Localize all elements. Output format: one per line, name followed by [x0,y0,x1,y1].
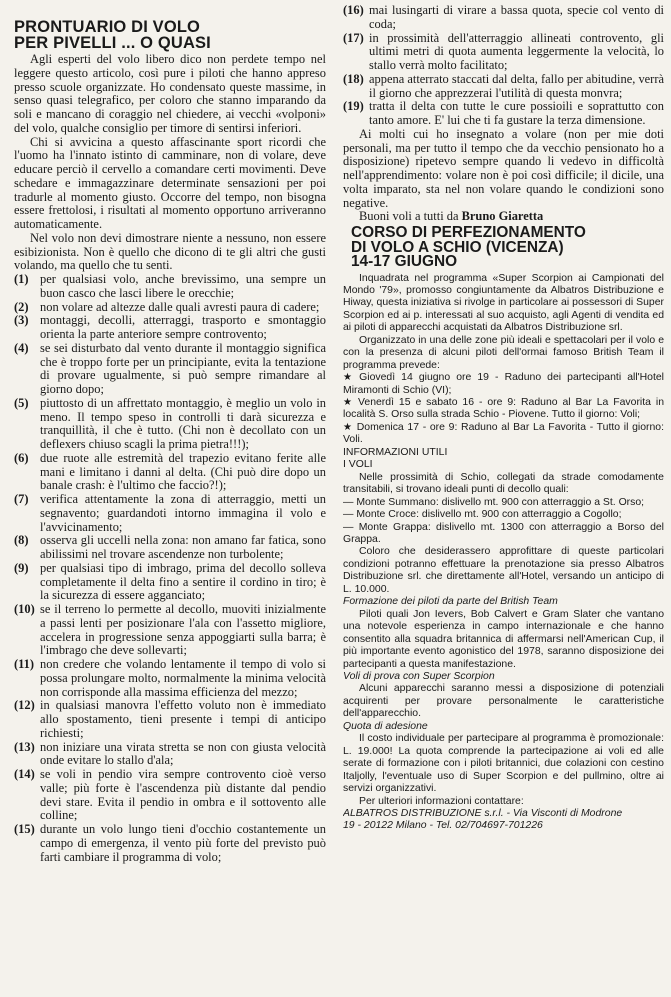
rule-number: (4) [14,340,29,355]
formazione-heading: Formazione dei piloti da parte del British Team [343,596,558,608]
star-icon: ★ [343,421,353,433]
rule-number: (18) [343,71,364,86]
rule-number: (9) [14,560,29,575]
left-column [14,20,326,864]
rule-item [14,658,326,699]
intro-paragraph: Agli esperti del volo libero dico non perdete tempo nel leggere questo articolo, così pure i piloti che hanno appreso presso scuole organizzate. Ho condensato queste massime, in senso quasi telegrafico, per coloro che stanno imparando da soli e mancano di coraggio nel chiedere, ai vecchi «volponi» del volo, qualche consiglio per timore di sentirsi inferiori. [14,52,326,135]
rule-text: non iniziare una virata stretta se non con giusta velocità onde evitare lo stallo d'ala; [40,739,326,768]
rule-item [14,562,326,603]
rule-text: due ruote alle estremità del trapezio evitano ferite alle mani e limitano i danni al delta. (Chi può dire dopo un banale crash: è l'ultimo che faccio?!); [40,450,326,493]
corso-title-line3: 14-17 GIUGNO [351,253,458,270]
corso-paragraph-1: Inquadrata nel programma «Super Scorpion ai Campionati del Mondo '79», promosso congiuntamente da Albatros Distribuzione e Hiway, questa iniziativa si rivolge in particolare ai possessori di Super Scorpion ed ai p. interessati al suo acquisto, agli Agenti di vendita ed ai piloti di apparecchi acquistati da Albatros Distribuzione srl. [343,272,664,334]
paragraph-2: Chi si avvicina a questo affascinante sport ricordi che l'uomo ha l'innato istinto di camminare, non di volare, deve educare perciò il cervello a comandare certi movimenti. Deve schedare e immagazzinare determinate sensazioni per poi tradurle al momento giusto. Occorre del tempo, non bisogna essere frettolosi, i risultati al momento opportuno arriveranno automaticamente. [14,134,326,231]
voli-prova-text: Alcuni apparecchi saranno messi a disposizione di potenziali acquirenti per provare personalmente le caratteristiche dell'apparecchio. [343,683,664,720]
rule-item [14,314,326,342]
rule-number: (12) [14,698,35,713]
rule-text: per qualsiasi volo, anche brevissimo, una sempre un buon casco che lasci libere le orecchie; [40,272,326,300]
contact-line-2: 19 - 20122 Milano - Tel. 02/704697-701226 [343,820,543,832]
quota-text: Il costo individuale per partecipare al programma è promozionale: L. 19.000! La quota comprende la partecipazione ai voli ed alle serate di formazione con i piloti britannici, due colazioni con cestino Italjolly, l'eventuale uso di Super Scorpion e del pullmino, oltre ai servizi organizzativi. [343,733,664,795]
rule-item [14,768,326,823]
contact-intro: Per ulteriori informazioni contattare: [359,795,524,807]
rules-list-right [343,4,664,128]
rule-number: (2) [14,299,29,314]
star-icon: ★ [343,397,354,409]
greeting-line [343,210,664,224]
right-column [343,4,664,833]
schedule-list [343,372,664,447]
rule-number: (11) [14,657,35,671]
rules-list-left [14,273,326,864]
rule-number: (10) [14,602,35,616]
rule-text: durante un volo lungo tieni d'occhio costantemente un campo di emergenza, il vento più forte del previsto può farti cambiare il programma di volo; [40,822,326,864]
voli-text: Nelle prossimità di Schio, collegati da strade comodamente transitabili, si trovano ideali punti di decollo quali: [343,471,664,496]
rule-number: (13) [14,739,35,754]
rule-number: (3) [14,313,29,328]
corso-title-line2: DI VOLO A SCHIO (VICENZA) [351,238,564,256]
corso-body [343,273,664,833]
contact-line-1: ALBATROS DISTRIBUZIONE s.r.l. - Via Visconti di Modrone [343,807,623,819]
schedule-text: Giovedì 14 giugno ore 19 - Raduno dei partecipanti all'Hotel Miramonti di Schio (VI); [343,372,664,396]
rule-item [14,493,326,534]
rule-item [343,100,664,128]
rule-item [14,342,326,397]
rule-item [14,452,326,493]
info-heading: INFORMAZIONI UTILI [343,446,448,458]
corso-title [351,226,664,270]
rule-item [14,823,326,864]
rule-item [14,699,326,740]
schedule-item [343,372,664,397]
voli-prova-heading: Voli di prova con Super Scorpion [343,671,495,682]
place-item: — Monte Grappa: dislivello mt. 1300 con atterraggio a Borso del Grappa. [343,521,664,546]
rule-number: (19) [343,99,364,114]
rule-text: tratta il delta con tutte le cure possioili e soprattutto con tanto amore. E' lui che ti fa gustare la terza dimensione. [369,99,664,127]
greeting-text: Buoni voli a tutti da [359,209,459,224]
schedule-item [343,422,664,447]
article-title [14,20,326,51]
schedule-text: Domenica 17 - ore 9: Raduno al Bar La Favorita - Tutto il giorno: Voli. [343,421,664,446]
rule-item [343,4,664,32]
rule-text: piuttosto di un affrettato montaggio, è meglio un volo in meno. Il tempo speso in controlli ti darà sicurezza e tranquillità, il che è tutto. (Chi non è decollato con un deflexers chiuso scagli la prima pietra!!!); [40,395,326,451]
schedule-text: Venerdì 15 e sabato 16 - ore 9: Raduno al Bar La Favorita in località S. Orso sulla strada Schio - Piovene. Tutto il giorno: Voli; [343,397,664,421]
article-title-line2: PER PIVELLI ... O QUASI [14,33,211,52]
corso-title-line1: CORSO DI PERFEZIONAMENTO [351,224,586,241]
place-item: — Monte Summano: dislivello mt. 900 con atterraggio a St. Orso; [343,496,645,508]
rule-number: (1) [14,272,29,286]
rule-item [14,603,326,658]
voli-heading: I VOLI [343,459,373,471]
rule-item [14,534,326,562]
places-list [343,497,664,547]
rule-text: se voli in pendio vira sempre controvento cioè verso valle; più forte è l'ascendenza più distante dal pendio devi stare. Evita il pendio in ombra e il sottovento alle colline; [40,767,326,823]
rule-text: in qualsiasi manovra l'effetto voluto non è immediato allo spostamento, tieni presente i tempi di anticipo richiesti; [40,698,326,740]
booking-paragraph: Coloro che desiderassero approfittare di queste particolari condizioni potranno effettuare la prenotazione sia presso Albatros Distribuzione srl. che direttamente all'Hotel, versando un anticipo di L. 10.000. [343,546,664,595]
rule-number: (15) [14,822,35,836]
rule-text: non volare ad altezze dalle quali avresti paura di cadere; [40,299,320,314]
rule-number: (17) [343,30,364,45]
rule-item [343,32,664,73]
rule-number: (16) [343,4,364,17]
author-name: Bruno Giaretta [461,209,544,224]
formazione-text: Piloti quali Jon Ievers, Bob Calvert e Gram Slater che vantano una notevole esperienza in campo internazionale e che hanno consentito alla squadra britannica di affermarsi nell'American Cup, il più importante evento agonistico del 1978, saranno disposizione dei partecipanti a questa manifestazione. [343,608,664,670]
rule-text: se il terreno lo permette al decollo, muoviti inizialmente a passi lenti per posizionare l'ala con l'assetto migliore, accelera in progressione senza appoggiarti sulla barra; è l'imbrago che deve sollevarti; [40,602,326,658]
rule-number: (7) [14,492,29,506]
rule-number: (6) [14,450,29,465]
rule-text: mai lusingarti di virare a bassa quota, specie col vento di coda; [369,4,664,31]
rule-text: verifica attentamente la zona di atterraggio, metti un segnavento; guardandoti intorno immagina il volo e l'avvicinamento; [40,492,326,534]
rule-text: per qualsiasi tipo di imbrago, prima del decollo solleva completamente il delta fino a sentire il cordino in tiro; è la sicurezza di essere agganciato; [40,560,326,603]
rule-number: (14) [14,767,35,781]
rule-item [343,73,664,101]
rule-text: osserva gli uccelli nella zona: non amano far fatica, sono abilissimi nel trovare ascendenze non turbolente; [40,533,326,561]
rule-item [14,301,326,315]
paragraph-3: Nel volo non devi dimostrare niente a nessuno, non essere esibizionista. Non è quello che dicono di te gli altri che gusti volando, ma quello che tu senti. [14,230,326,273]
corso-paragraph-2: Organizzato in una delle zone più ideali e spettacolari per il volo e con la presenza di alcuni piloti dell'ormai famoso British Team il programma prevede: [343,334,664,371]
rule-text: in prossimità dell'atterraggio allineati controvento, gli ultimi metri di quota aumenta leggermente la velocità, lo stallo verrà molto facilitato; [369,30,664,72]
rule-number: (8) [14,533,29,548]
schedule-item [343,397,664,422]
rule-number: (5) [14,395,29,410]
rule-item [14,273,326,301]
quota-heading: Quota di adesione [343,720,428,732]
place-item: — Monte Croce: dislivello mt. 900 con atterraggio a Cogollo; [343,509,622,521]
rule-item [14,397,326,452]
rule-text: montaggi, decolli, atterraggi, trasporto e smontaggio orienta la parte anteriore sempre controvento; [40,313,326,341]
rule-text: appena atterrato staccati dal delta, fallo per abitudine, verrà il giorno che apprezzerai l'utilità di questa monvra; [369,71,664,100]
rule-text: non credere che volando lentamente il tempo di volo si possa prolungare molto, normalmente la minima velocità non corrisponde alla massima efficienza del mezzo; [40,657,326,699]
closing-paragraph: Ai molti cui ho insegnato a volare (non per mie doti personali, ma per tutto il tempo che da vecchio pensionato ho a disposizione) ripetevo sempre quando li vedevo in difficoltà nell'apprendimento: volare non è poi così difficile; il dicile, una volta imparato, sta nel non volare quando le condizioni sono negative. [343,126,664,210]
rule-text: se sei disturbato dal vento durante il montaggio significa che è troppo forte per un principiante, evita la tentazione di provare ugualmente, si può sempre rimandare al giorno dopo; [40,340,326,396]
article-title-line1: PRONTUARIO DI VOLO [14,20,201,36]
rule-item [14,741,326,769]
star-icon: ★ [343,372,356,384]
